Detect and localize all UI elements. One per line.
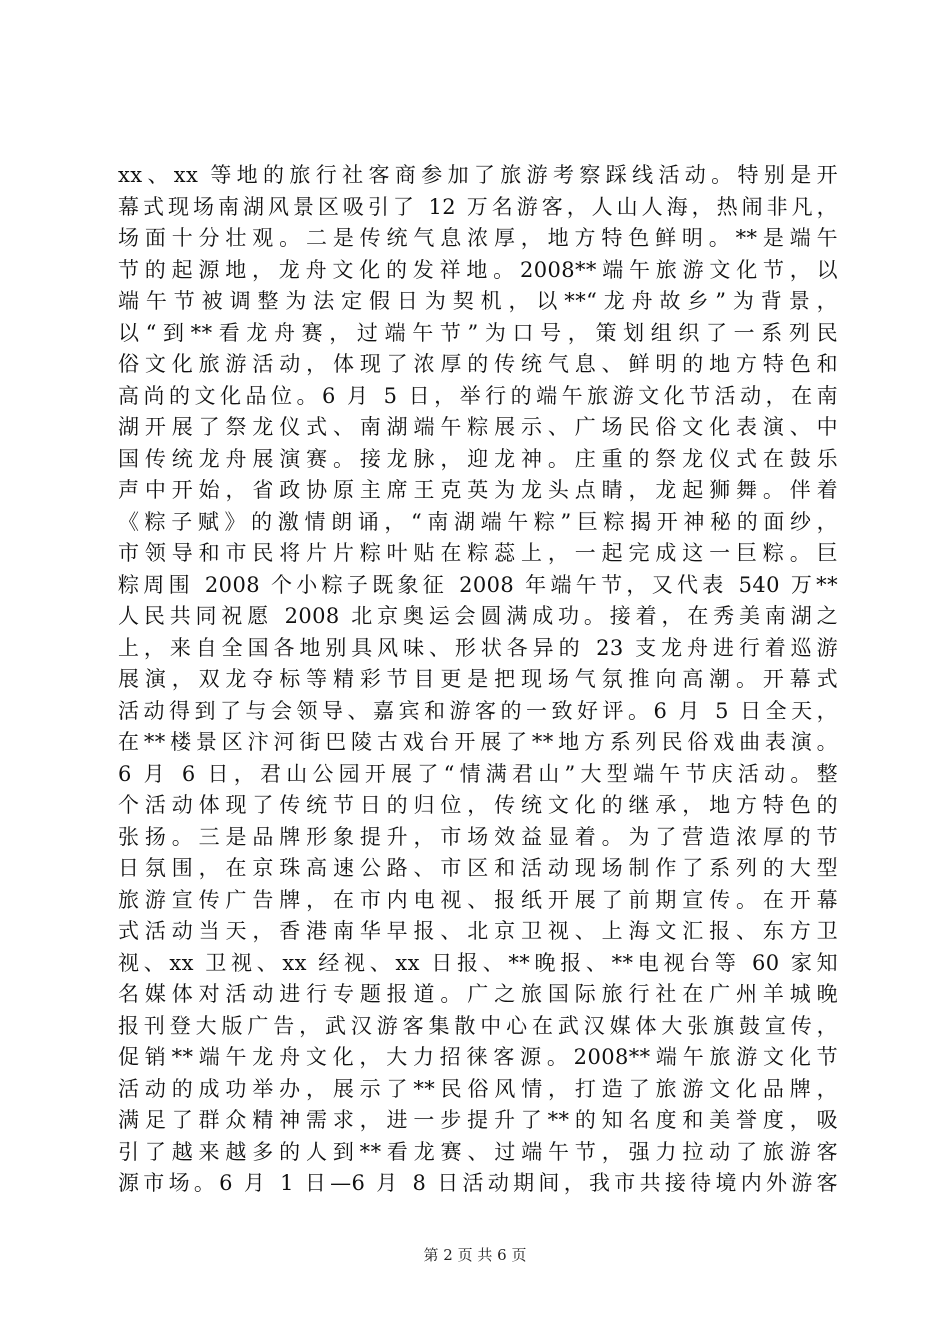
text-line: 《粽子赋》的激情朗诵，“南湖端午粽”巨粽揭开神秘的面纱， (118, 509, 838, 534)
text-line: 场面十分壮观。二是传统气息浓厚，地方特色鲜明。**是端午 (118, 226, 838, 250)
body-paragraph (118, 160, 838, 1200)
text-line: 张扬。三是品牌形象提升，市场效益显着。为了营造浓厚的节 (118, 824, 838, 849)
text-line: 湖开展了祭龙仪式、南湖端午粽展示、广场民俗文化表演、中 (118, 415, 838, 439)
text-line: 市领导和市民将片片粽叶贴在粽蕊上，一起完成这一巨粽。巨 (118, 541, 838, 565)
text-line: 在**楼景区汴河街巴陵古戏台开展了**地方系列民俗戏曲表演。 (118, 730, 838, 754)
text-line: 活动得到了与会领导、嘉宾和游客的一致好评。6 月 5 日全天， (118, 698, 838, 723)
text-line: 高尚的文化品位。6 月 5 日，举行的端午旅游文化节活动，在南 (118, 383, 838, 408)
text-line: 日氛围，在京珠高速公路、市区和活动现场制作了系列的大型 (118, 856, 838, 880)
text-line: 活动的成功举办，展示了**民俗风情，打造了旅游文化品牌， (118, 1076, 838, 1101)
text-line: 声中开始，省政协原主席王克英为龙头点睛，龙起狮舞。伴着 (118, 478, 838, 502)
text-line: 满足了群众精神需求，进一步提升了**的知名度和美誉度，吸 (118, 1108, 838, 1132)
text-line: 展演，双龙夺标等精彩节目更是把现场气氛推向高潮。开幕式 (118, 667, 838, 691)
text-line: xx、xx 等地的旅行社客商参加了旅游考察踩线活动。特别是开 (118, 163, 838, 187)
text-line: 节的起源地，龙舟文化的发祥地。2008**端午旅游文化节，以 (118, 257, 838, 282)
text-line: 端午节被调整为法定假日为契机，以**“龙舟故乡”为背景， (118, 289, 838, 313)
text-line: 报刊登大版广告，武汉游客集散中心在武汉媒体大张旗鼓宣传， (118, 1013, 838, 1038)
text-line: 幕式现场南湖风景区吸引了 12 万名游客，人山人海，热闹非凡， (118, 194, 838, 219)
text-line: 促销**端午龙舟文化，大力招徕客源。2008**端午旅游文化节 (118, 1045, 838, 1069)
text-line: 俗文化旅游活动，体现了浓厚的传统气息、鲜明的地方特色和 (118, 352, 838, 376)
text-line: 国传统龙舟展演赛。接龙脉，迎龙神。庄重的祭龙仪式在鼓乐 (118, 446, 838, 471)
text-line: 人民共同祝愿 2008 北京奥运会圆满成功。接着，在秀美南湖之 (118, 604, 838, 628)
text-line: 式活动当天，香港南华早报、北京卫视、上海文汇报、东方卫 (118, 919, 838, 943)
text-line: 粽周围 2008 个小粽子既象征 2008 年端午节，又代表 540 万** (118, 572, 838, 597)
text-line: 旅游宣传广告牌，在市内电视、报纸开展了前期宣传。在开幕 (118, 887, 838, 912)
text-line: 个活动体现了传统节日的归位，传统文化的继承，地方特色的 (118, 793, 838, 817)
text-line: 源市场。6 月 1 日—6 月 8 日活动期间，我市共接待境内外游客 (118, 1171, 838, 1195)
text-line: 视、xx 卫视、xx 经视、xx 日报、**晚报、**电视台等 60 家知 (118, 950, 838, 975)
page-number-footer: 第 2 页 共 6 页 (423, 1246, 527, 1264)
text-line: 以“到**看龙舟赛，过端午节”为口号，策划组织了一系列民 (118, 320, 838, 345)
text-line: 6 月 6 日，君山公园开展了“情满君山”大型端午节庆活动。整 (118, 761, 838, 786)
text-line: 名媒体对活动进行专题报道。广之旅国际旅行社在广州羊城晚 (118, 982, 838, 1006)
text-line: 引了越来越多的人到**看龙赛、过端午节，强力拉动了旅游客 (118, 1139, 838, 1164)
text-line: 上，来自全国各地别具风味、形状各异的 23 支龙舟进行着巡游 (118, 635, 838, 660)
